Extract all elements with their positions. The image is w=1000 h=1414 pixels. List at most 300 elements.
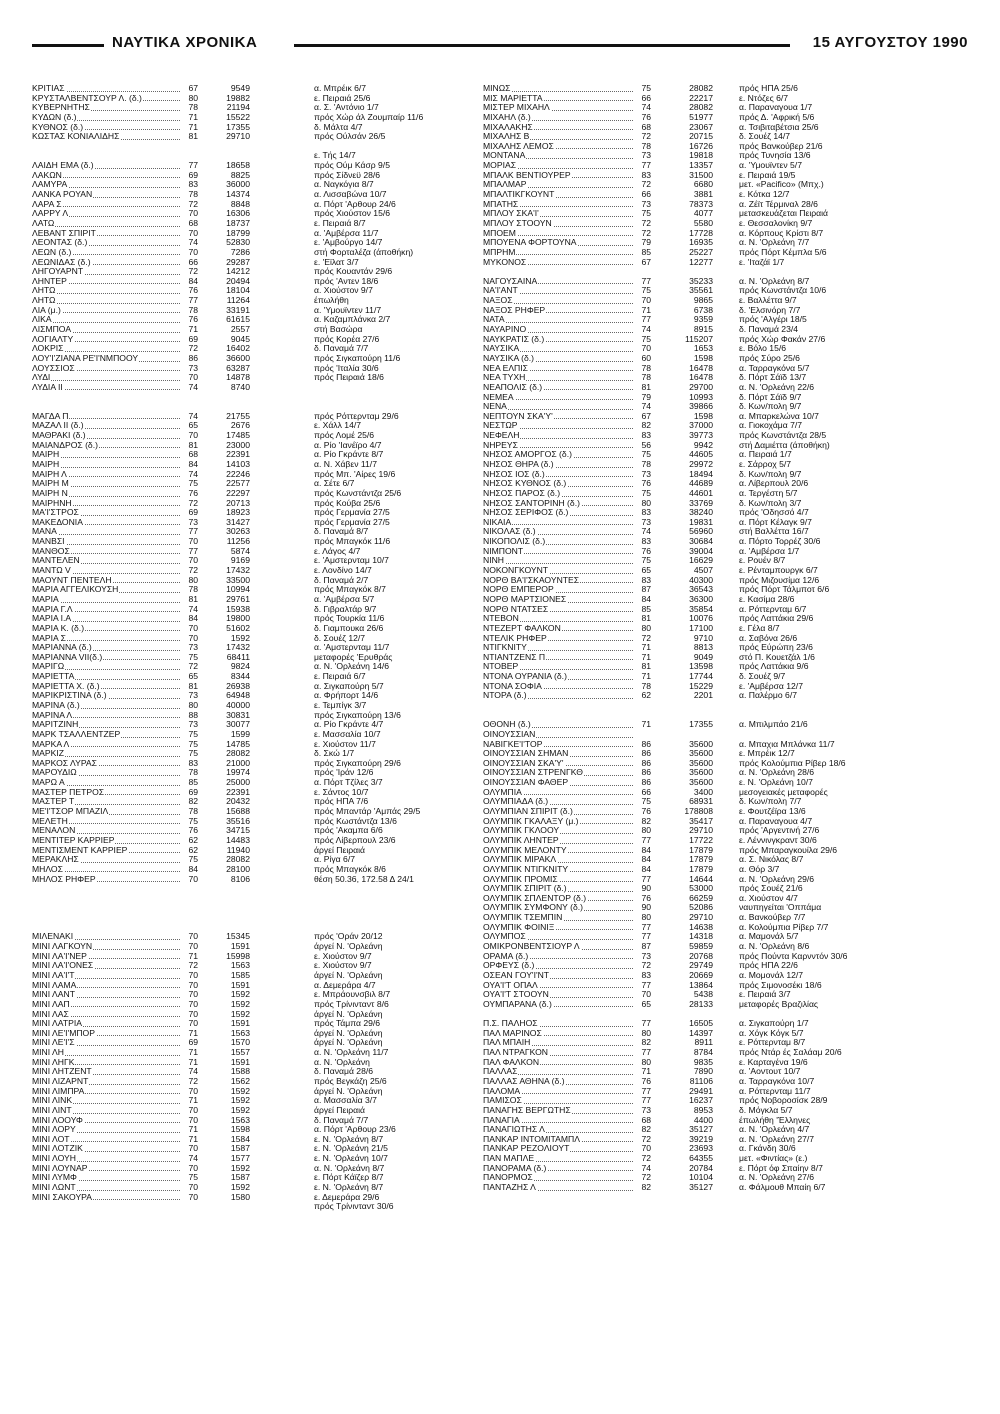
build-year: 70 [188,873,198,884]
build-year: 72 [641,227,651,238]
ship-entry [32,431,477,441]
ship-name: ΜΙΝΙ ΛΑΓΚΟΥΝ [32,941,93,952]
gross-tonnage: 1592 [230,632,250,643]
ship-name: ΜΙΧΑΛΗΣ Β [483,131,530,142]
ship-name: ΝΗΣΟΣ ΣΑΝΤΟΡΙΝΗ (δ.) [483,497,580,508]
ship-entry [32,846,477,856]
ship-status: δ. Γιβραλτάρ 9/7 [314,603,377,614]
gross-tonnage: 1653 [693,343,713,354]
ship-status: άργεί Πειραιά [314,1104,365,1115]
ship-name: ΛΥΔΙ [32,372,51,383]
ship-entry [483,1106,968,1116]
build-year: 69 [188,169,198,180]
build-year: 84 [188,863,198,874]
ship-status: δ. Παναμά 7/7 [314,343,369,354]
build-year: 86 [188,352,198,363]
build-year: 80 [641,622,651,633]
ship-name: ΜΕΝΤΙΤΕΡ ΚΑΡΡΙΕΡ [32,834,115,845]
gross-tonnage: 37000 [689,420,713,431]
gross-tonnage: 33769 [689,497,713,508]
ship-entry [483,84,968,94]
build-year: 79 [641,237,651,248]
build-year: 76 [641,892,651,903]
gross-tonnage: 9835 [693,1056,713,1067]
ship-name: ΟΛΥΜΠΙΚ ΤΣΕΜΠΙΝ [483,912,563,923]
gross-tonnage: 1592 [230,998,250,1009]
ship-name: ΜΙΝΙ ΛΙΜΠΡΑ [32,1085,85,1096]
build-year: 66 [641,786,651,797]
gross-tonnage: 1599 [230,728,250,739]
ship-name: ΝΗΣΟΣ ΣΕΡΙΦΟΣ (δ.) [483,507,569,518]
ship-entry [32,267,477,277]
ship-name: ΜΑΡΩ Α [32,777,65,788]
ship-entry [32,1125,477,1135]
ship-name: ΟΙΝΟΥΣΣΙΑΝ ΦΑΘΕΡ [483,777,569,788]
gross-tonnage: 53000 [689,883,713,894]
ship-name: ΠΑΛ ΜΠΑΙΗ [483,1037,531,1048]
ship-status: α. Ν. 'Ορλεάνη 7/7 [739,237,810,248]
build-year: 87 [641,941,651,952]
ship-name: ΠΑΛ ΜΑΡΙΝΟΣ [483,1027,542,1038]
build-year: 70 [188,998,198,1009]
build-year: 70 [188,1182,198,1193]
ship-status: ε. Λάγος 4/7 [314,545,361,556]
ship-status: α. Ν. 'Ορλεάνη 29/6 [739,873,815,884]
ship-name: ΜΑΝΘΟΣ [32,545,70,556]
ship-status: στή Δαμιέττα (άποθήκη) [739,439,830,450]
build-year: 71 [188,1047,198,1058]
build-year: 72 [641,1172,651,1183]
ship-status: δ. 'Ελσινόρη 7/7 [739,304,801,315]
gross-tonnage: 51977 [689,111,713,122]
ship-status: ε. Πειραιά 25/6 [314,92,371,103]
build-year: 71 [188,1056,198,1067]
build-year: 60 [641,352,651,363]
gross-tonnage: 21000 [226,757,250,768]
ship-entry [483,306,968,316]
ship-name: ΝΟΡΘ ΝΤΑΤΣΕΣ [483,603,549,614]
build-year: 71 [188,111,198,122]
build-year: 72 [641,960,651,971]
ship-name: ΜΑΡΙΝΑ (δ.) [32,700,80,710]
gross-tonnage: 68411 [226,651,250,662]
ship-entry [483,142,968,152]
ship-status: δ. Πόρτ Σάϊδ 9/7 [739,391,802,402]
build-year: 65 [188,420,198,431]
gross-tonnage: 29761 [226,593,250,604]
ship-status: πρός ΗΠΑ 22/6 [739,960,798,971]
build-year: 70 [188,372,198,383]
ship-entry [32,1135,477,1145]
ship-status: πρός 'Οράν 20/12 [314,931,383,942]
ship-name: ΝΤΙΓΚΝΙΤΥ [483,642,527,653]
ship-status: πρός 'Αντεν 18/6 [314,275,379,286]
gross-tonnage: 35127 [689,1124,713,1135]
gross-tonnage: 18494 [689,468,713,479]
ship-entry [32,817,477,827]
build-year: 70 [188,227,198,238]
ship-entry [32,1019,477,1029]
ship-entry [483,190,968,200]
ship-entry [32,624,477,634]
ship-status: α. Σιγκαπούρη 5/7 [314,680,384,691]
ship-status: ε. Ρόττερνταμ 8/7 [739,1037,806,1048]
ship-entry [483,971,968,981]
gross-tonnage: 6738 [693,304,713,315]
ship-status: πρός Κουαντάν 29/6 [314,266,393,277]
ship-name: ΟΙΝΟΥΣΣΙΑΝ ΣΤΡΕΝΓΚΘ [483,767,583,778]
ship-name: ΜΙΝΙ ΛΟΟΥΦ [32,1114,83,1125]
gross-tonnage: 15688 [226,806,250,817]
ship-entry [32,527,477,537]
ship-name: ΜΑΡΙΑΝΝΑ (δ.) [32,642,92,653]
gross-tonnage: 29710 [689,825,713,836]
gross-tonnage: 17879 [689,863,713,874]
ship-entry [483,508,968,518]
gross-tonnage: 1563 [230,1114,250,1125]
ship-entry [32,1029,477,1039]
gross-tonnage: 1587 [230,1143,250,1154]
ship-entry [483,325,968,335]
ship-status: α. Ν. 'Ορλεάνη 11/7 [314,1047,389,1058]
gross-tonnage: 23067 [689,121,713,132]
ship-status: άργεί Ν. 'Ορλεάνη [314,1008,383,1019]
gross-tonnage: 17355 [226,121,250,132]
ship-entry [483,576,968,586]
gross-tonnage: 16726 [689,140,713,151]
gross-tonnage: 33500 [226,574,250,585]
ship-entry [32,614,477,624]
ship-entry [32,200,477,210]
gross-tonnage: 17432 [226,642,250,653]
gross-tonnage: 40000 [226,700,250,710]
build-year: 78 [641,140,651,151]
ship-name: ΛΑΡΑ Σ [32,198,62,209]
build-year: 71 [641,719,651,730]
ship-status: α. Ρίο Γκράντε 8/7 [314,449,384,460]
ship-status: πρός Κωνστάντζα 25/6 [314,487,402,498]
ship-name: ΜΑΙΡΗ [32,449,60,460]
ship-entry [32,1154,477,1164]
build-year: 70 [188,430,198,441]
ship-name: ΜΙΣ ΜΑΡΙΕΤΤΑ [483,92,543,103]
ship-status: πρός Σιμονοσέκι 18/6 [739,979,822,990]
build-year: 86 [641,767,651,778]
gross-tonnage: 78373 [689,198,713,209]
ship-name: ΛΑΤΩ [32,217,55,228]
ship-name: ΜΑΡΙΑΝΝΑ VII(δ.) [32,651,103,662]
ship-entry [483,248,968,258]
build-year: 73 [188,690,198,701]
ship-name: ΠΑΛ ΝΤΡΑΓΚΟΝ [483,1047,548,1058]
ship-entry [483,94,968,104]
ship-name: ΟΙΝΟΥΣΣΙΑΝ ΣΗΜΑΝ [483,748,569,759]
build-year: 66 [641,92,651,103]
header-rule-right [294,44,790,47]
ship-name: ΟΛΥΜΠΙΚ ΓΚΑΛΑΞΥ (μ.) [483,815,579,826]
ship-entry [483,1116,968,1126]
ship-name: ΟΛΥΜΠΙΚ ΜΕΛΟΝΤΥ [483,844,567,855]
ship-name: ΜΙΝΙ ΛΗ [32,1047,64,1058]
build-year: 77 [641,1047,651,1058]
ship-status: α. Κόρπους Κρίστι 8/7 [739,227,824,238]
build-year: 77 [641,1095,651,1106]
ship-name: ΝΗΡΕΥΣ [483,439,518,450]
ship-entry [483,1087,968,1097]
gross-tonnage: 28082 [226,854,250,865]
gross-tonnage: 35600 [689,738,713,749]
ship-status: πρός Χιούστον 15/6 [314,208,391,219]
build-year: 68 [188,449,198,460]
ship-entry [32,421,477,431]
build-year: 73 [641,1104,651,1115]
ship-status: έπωλήθη 'Έλληνες [739,1114,811,1125]
build-year: 77 [188,160,198,171]
gross-tonnage: 33191 [226,304,250,315]
gross-tonnage: 35417 [689,815,713,826]
ship-status: δ. Παναμά 8/7 [314,526,369,537]
ship-status: πρός Εύρώπη 23/6 [739,642,813,653]
build-year: 81 [188,593,198,604]
gross-tonnage: 20784 [689,1162,713,1173]
build-year: 78 [641,458,651,469]
build-year: 70 [188,208,198,219]
build-year: 70 [188,941,198,952]
ship-entry [483,335,968,345]
ship-status: α. Ν. 'Ορλεάνη 8/6 [739,941,810,952]
gross-tonnage: 66259 [689,892,713,903]
ship-name: ΝΕΠΤΟΥΝ ΣΚΑ'Υ' [483,410,553,421]
ship-name: ΝΑΥΑΡΙΝΟ [483,324,527,335]
ship-status: ε. Πόρτ Κάϊζερ 8/7 [314,1172,384,1183]
ship-name: ΜΑΡΙΕΤΤΑ [32,671,75,682]
ship-entry [483,296,968,306]
ship-name: ΟΛΥΜΠΙΑ [483,786,522,797]
gross-tonnage: 1570 [230,1037,250,1048]
ship-status: α. Σ. 'Αντόνιο 1/7 [314,102,379,113]
gross-tonnage: 14644 [689,873,713,884]
ship-status: α. Ναγκόγια 8/7 [314,179,374,190]
build-year: 67 [641,410,651,421]
ship-entry [483,1077,968,1087]
ship-status: ε. Πειραιά 3/7 [739,989,791,1000]
ship-name: ΝΟΡΘ ΕΜΠΕΡΟΡ [483,584,554,595]
gross-tonnage: 29287 [226,256,250,267]
build-year: 72 [641,1133,651,1144]
gross-tonnage: 15345 [226,931,250,942]
gross-tonnage: 29710 [689,912,713,923]
ship-name: ΜΑΙΡΗ Μ [32,478,69,489]
ship-status: ε. Πειραιά 8/7 [314,217,366,228]
ship-name: ΜΠΟΕΜ [483,227,516,238]
ship-entry [32,335,477,345]
ship-status: α. Χιούστον 9/7 [314,285,373,296]
ship-name: ΝΙΜΠΟΝΤ [483,545,524,556]
ship-entry [32,556,477,566]
gross-tonnage: 35233 [689,275,713,286]
gross-tonnage: 10994 [226,584,250,595]
ship-name: ΟΛΥΜΠΟΣ [483,931,526,942]
ship-name: ΜΙΝΙ ΛΟΤ [32,1133,70,1144]
ship-name: ΚΡΥΣΤΑΛΒΕΝΤΣΟΥΡ Λ. (δ.) [32,92,142,103]
gross-tonnage: 12277 [689,256,713,267]
gross-tonnage: 18658 [226,160,250,171]
ship-status: πρός Ρόττερνταμ 29/6 [314,410,399,421]
ship-entry [32,460,477,470]
ship-name: ΜΙΧΑΛΗΣ ΛΕΜΟΣ [483,140,554,151]
ship-status: άργεί Ν. 'Ορλεάνη [314,1085,383,1096]
ship-name: ΜΑΡΙΤΖΙΝΗ [32,719,79,730]
gross-tonnage: 29700 [689,381,713,392]
ship-entry [32,441,477,451]
build-year: 77 [641,1018,651,1029]
build-year: 74 [641,102,651,113]
build-year: 75 [188,1172,198,1183]
ship-name: ΟΛΥΜΠΙΑΝ ΣΠΙΡΙΤ (δ.) [483,806,573,817]
gross-tonnage: 28133 [689,998,713,1009]
gross-tonnage: 16935 [689,237,713,248]
ship-name: ΝΑΤΑ [483,314,505,325]
build-year: 81 [641,661,651,672]
build-year: 70 [641,295,651,306]
ship-status: δ. Μάλτα 4/7 [314,121,363,132]
gross-tonnage: 21755 [226,410,250,421]
ship-name: ΛΕΩΝΙΔΑΣ (δ.) [32,256,91,267]
gross-tonnage: 1562 [230,1075,250,1086]
ship-entry [483,1058,968,1068]
ship-name: ΝΤΕΖΕΡΤ ΦΑΛΚΟΝ [483,622,561,633]
ship-entry [32,171,477,181]
ship-name: ΜΑΡΟΥΔΙΩ [32,767,77,778]
ship-status: α. Πόρτ Τζίλες 3/7 [314,777,383,788]
build-year: 81 [188,439,198,450]
ship-status: πρός Κούβα 25/6 [314,497,381,508]
gross-tonnage: 64948 [226,690,250,701]
ship-entry [483,209,968,219]
ship-name: ΝΙΚΑΙΑ [483,516,512,527]
ship-entry [32,209,477,219]
gross-tonnage: 30684 [689,536,713,547]
ship-entry [483,277,968,287]
ship-entry [483,1029,968,1039]
ship-name: ΝΤΙΑΝΤΖΕΝΣ Π [483,651,546,662]
page-header [32,34,968,56]
ship-entry [483,421,968,431]
ship-entry [32,961,477,971]
ship-entry [32,383,477,393]
ship-name: ΜΑΡΙΕΤΤΑ Χ. (δ.) [32,680,100,691]
ship-name: ΝΕΑ ΕΛΠΙΣ [483,362,528,373]
gross-tonnage: 17744 [689,671,713,682]
ship-name: ΛΑΚΩΝ [32,169,62,180]
build-year: 81 [641,381,651,392]
build-year: 69 [188,1037,198,1048]
build-year: 82 [641,1037,651,1048]
ship-entry [483,913,968,923]
ship-entry [483,1019,968,1029]
ship-status: ε. Λονδίνο 14/7 [314,565,372,576]
ship-name: ΜΕ'Ι'ΤΣΟΡ ΜΠΑΖΙΛ [32,806,109,817]
build-year: 75 [641,208,651,219]
build-year: 78 [641,680,651,691]
build-year: 69 [188,333,198,344]
gross-tonnage: 16478 [689,372,713,383]
gross-tonnage: 44605 [689,449,713,460]
gross-tonnage: 28100 [226,863,250,874]
build-year: 68 [641,1114,651,1125]
ship-entry [32,1106,477,1116]
ship-entry [483,200,968,210]
ship-entry [483,1000,968,1010]
gross-tonnage: 9045 [230,333,250,344]
ship-status: στή Βασώρα [314,324,363,335]
build-year: 75 [641,555,651,566]
gross-tonnage: 9865 [693,295,713,306]
build-year: 74 [188,1066,198,1077]
ship-entry [32,1058,477,1068]
ship-entry [483,460,968,470]
ship-entry [483,219,968,229]
build-year: 78 [188,767,198,778]
build-year: 75 [188,738,198,749]
ship-entry [32,691,477,701]
ship-name: ΟΛΥΜΠΙΚ ΓΚΛΟΟΥ [483,825,560,836]
build-year: 77 [641,921,651,932]
ship-name: ΜΑΚΕΔΟΝΙΑ [32,516,83,527]
ship-status: α. Παλέρμο 6/7 [739,690,797,701]
ship-status: ε. Ρένταμπουργκ 6/7 [739,565,818,576]
ship-entry [32,1087,477,1097]
ship-entry [32,1202,477,1212]
ship-name: ΜΙΝΙ ΛΟΥΝΑΡ [32,1162,88,1173]
ship-entry [32,932,477,942]
ship-name: ΝΟΚΟΝΓΚΟΥΝΤ [483,565,549,576]
ship-status: α. Πόρτ 'Αρθουρ 23/6 [314,1124,396,1135]
gross-tonnage: 39773 [689,430,713,441]
ship-status: α. Μπρέικ 6/7 [314,83,367,93]
ship-status: ε. Δεμεράρα 29/6 [314,1191,380,1202]
ship-name: ΠΑΜΙΣΟΣ [483,1095,522,1106]
ship-entry [32,1164,477,1174]
build-year: 76 [188,314,198,325]
ship-status: α. Παραναγουα 1/7 [739,102,813,113]
gross-tonnage: 14103 [226,458,250,469]
build-year: 82 [641,1182,651,1193]
ship-entry [483,691,968,701]
ship-status: α. Μπαχια Μπλάνκα 11/7 [739,738,835,749]
ship-status: α. Τεργέστη 5/7 [739,487,798,498]
ship-status: πρός Πόρτ Τάλμποτ 6/6 [739,584,830,595]
ship-entry [483,961,968,971]
build-year: 75 [641,449,651,460]
ship-name: ΠΑΝΑΓΗΣ ΒΕΡΓΩΤΗΣ [483,1104,571,1115]
build-year: 75 [641,796,651,807]
ship-entry [32,547,477,557]
ship-entry [483,720,968,730]
gross-tonnage: 9049 [693,651,713,662]
build-year: 70 [188,1008,198,1019]
build-year: 82 [641,1124,651,1135]
build-year: 76 [188,487,198,498]
build-year: 85 [641,603,651,614]
ship-entry [32,768,477,778]
ship-name: ΜΑΡΙΑ Κ. (δ.) [32,622,85,633]
ship-entry [32,315,477,325]
gross-tonnage: 18923 [226,507,250,518]
ship-status: α. Σ. Νικόλας 8/7 [739,854,804,865]
ship-status: α. Ρόττερνταμ 11/7 [739,1085,811,1096]
gross-tonnage: 5874 [230,545,250,556]
